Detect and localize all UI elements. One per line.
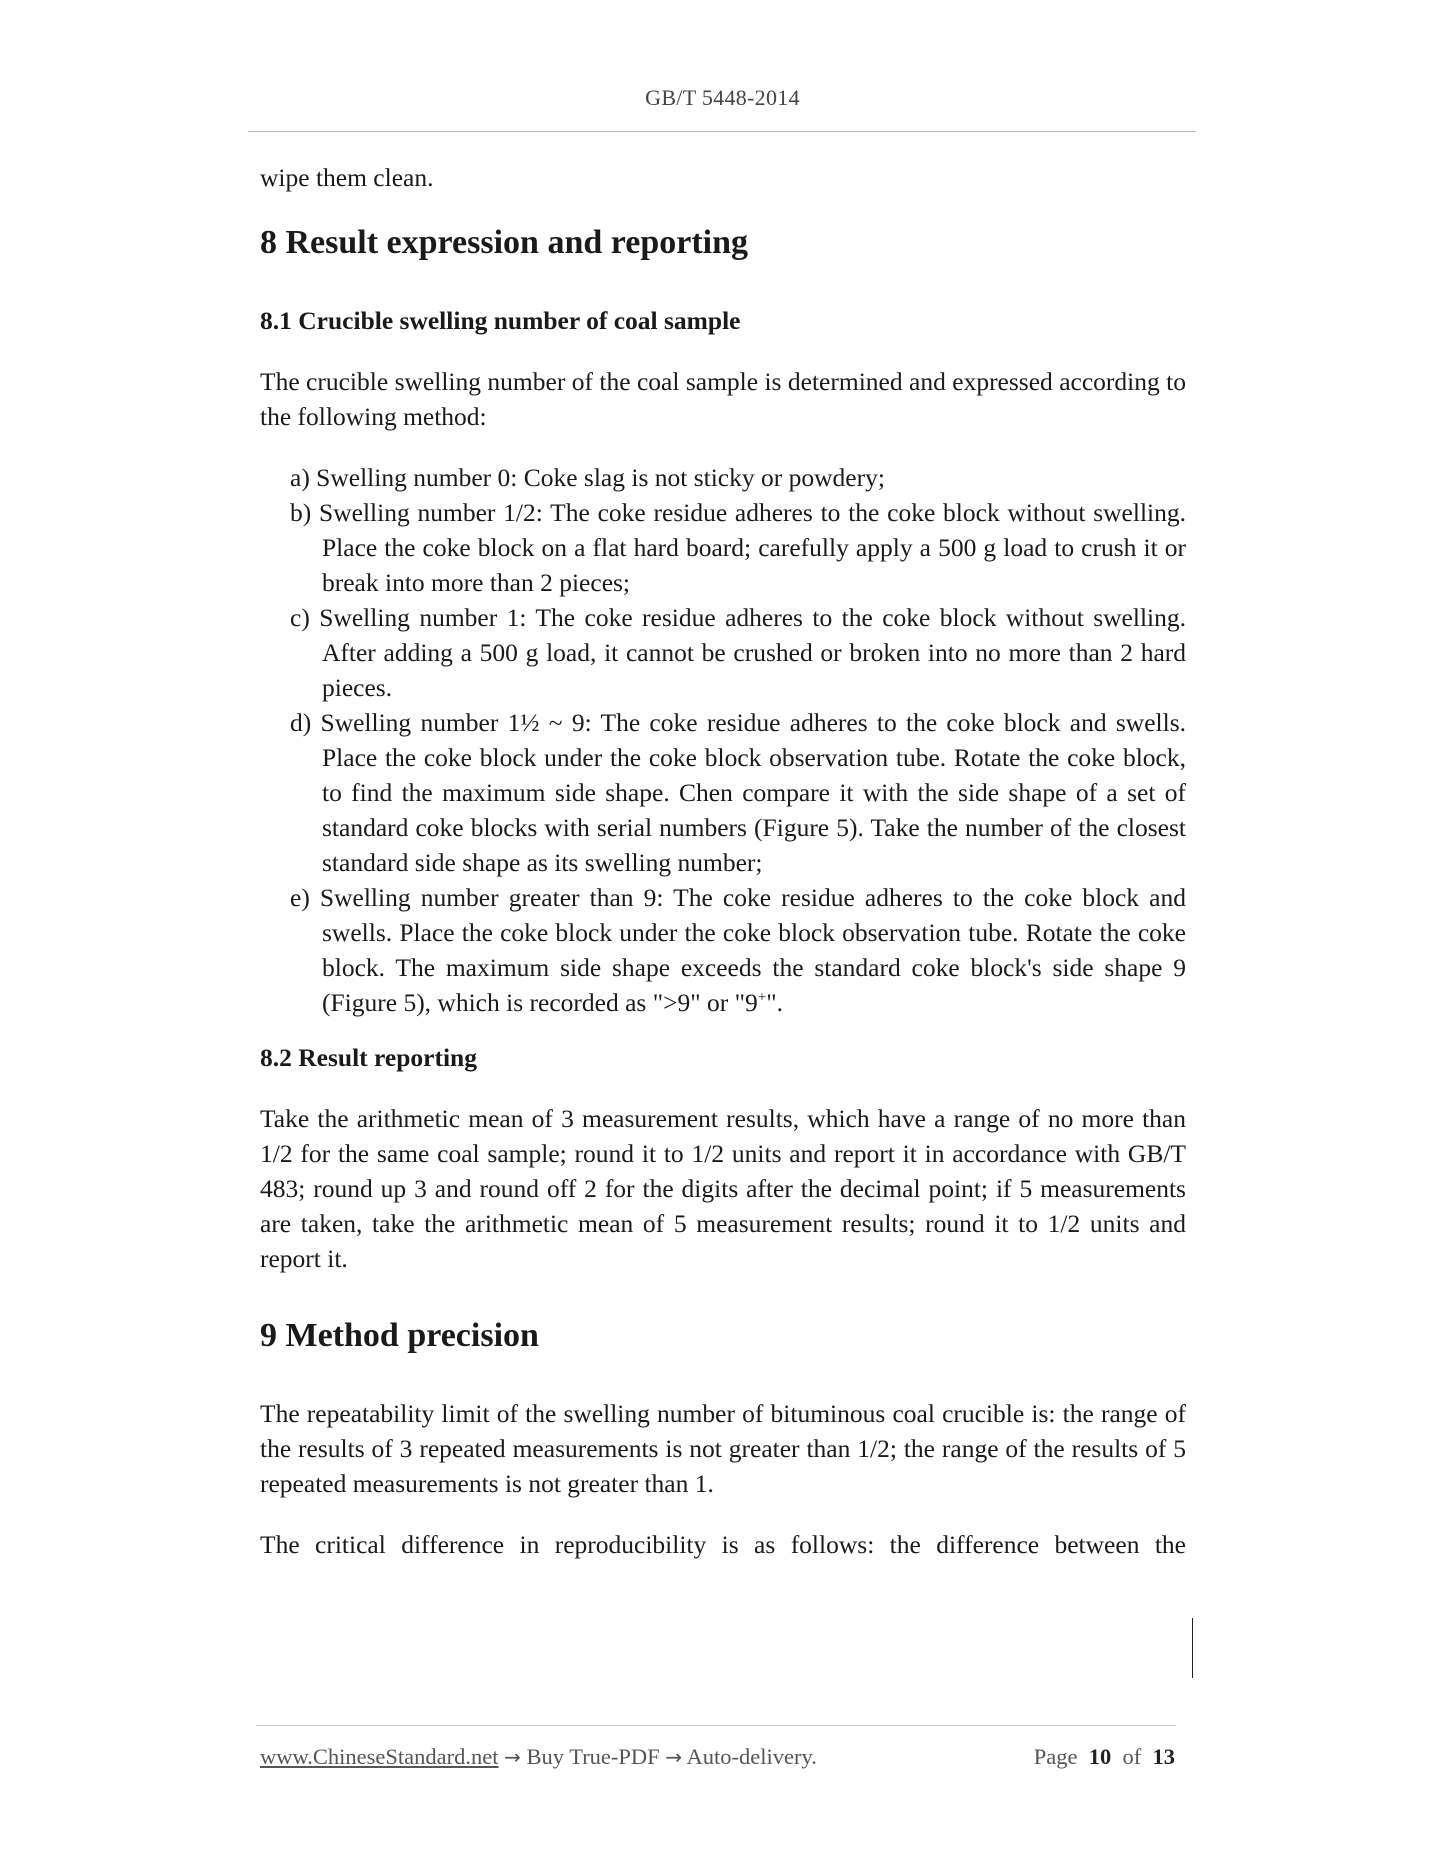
section-8-heading: 8 Result expression and reporting (260, 224, 749, 261)
list-item-e-text: e) Swelling number greater than 9: The coke residue adheres to the coke block and swells. Place the coke block under the coke block observation tube. Rotate the coke block. The maximum side shape exceeds the standard coke block's side shape 9 (Figure 5), which is recorded as ">9" or "9 (290, 883, 1186, 1017)
footer-links (260, 1744, 817, 1769)
section-8-1-heading: 8.1 Crucible swelling number of coal sample (260, 306, 741, 335)
list-item-b: b) Swelling number 1/2: The coke residue adheres to the coke block without swelling. Place the coke block on a flat hard board; carefully apply a 500 g load to crush it or break into more than 2 pieces; (290, 498, 1186, 597)
list-item-a: a) Swelling number 0: Coke slag is not sticky or powdery; (290, 463, 885, 492)
section-9-paragraph-2: The critical difference in reproducibility is as follows: the difference between the (260, 1530, 1186, 1559)
section-9-heading: 9 Method precision (260, 1317, 539, 1354)
page-total: 13 (1152, 1744, 1175, 1769)
continued-text: wipe them clean. (260, 163, 434, 192)
footer-divider (256, 1725, 1176, 1726)
list-item-e (260, 880, 1186, 1020)
page-indicator (1034, 1742, 1175, 1772)
section-8-2-heading: 8.2 Result reporting (260, 1043, 477, 1072)
auto-delivery-text: Auto-delivery. (686, 1744, 817, 1769)
section-8-2-text: Take the arithmetic mean of 3 measurement results, which have a range of no more than 1/2 for the same coal sample; round it to 1/2 units and report it in accordance with GB/T 483; round up 3 and round off 2 for the digits after the decimal point; if 5 measurements are taken, take the arithmetic mean of 5 measurement results; round it to 1/2 units and report it. (260, 1104, 1186, 1273)
header-title: GB/T 5448-2014 (645, 85, 800, 110)
page-label: Page (1033, 1744, 1078, 1769)
list-item-d: d) Swelling number 1½ ~ 9: The coke residue adheres to the coke block and swells. Place the coke block under the coke block observation tube. Rotate the coke block, to find the maximum side shape. Chen compare it with the side shape of a set of standard coke blocks with serial numbers (Figure 5). Take the number of the closest standard side shape as its swelling number; (290, 708, 1186, 877)
list-item-c: c) Swelling number 1: The coke residue adheres to the coke block without swelling. After adding a 500 g load, it cannot be crushed or broken into no more than 2 hard pieces. (290, 603, 1186, 702)
section-9-paragraph-1: The repeatability limit of the swelling number of bituminous coal crucible is: the range of the results of 3 repeated measurements is not greater than 1/2; the range of the results of 5 repeated measurements is not greater than 1. (260, 1399, 1186, 1498)
buy-true-pdf-text: Buy True-PDF (526, 1744, 660, 1769)
list-item-e-end: ". (766, 988, 784, 1017)
arrow-right-icon: → (665, 1745, 683, 1769)
superscript-plus: + (757, 989, 767, 1006)
revision-change-bar (1192, 1618, 1193, 1678)
header-divider (248, 131, 1196, 132)
page-number: 10 (1088, 1744, 1112, 1769)
section-8-1-intro: The crucible swelling number of the coal sample is determined and expressed according to the following method: (260, 367, 1186, 431)
page-footer (260, 1742, 1175, 1772)
page-content (260, 160, 1186, 1588)
arrow-right-icon: → (504, 1745, 521, 1769)
of-label: of (1122, 1744, 1142, 1769)
chinesestandard-link[interactable]: www.ChineseStandard.net (260, 1744, 499, 1769)
